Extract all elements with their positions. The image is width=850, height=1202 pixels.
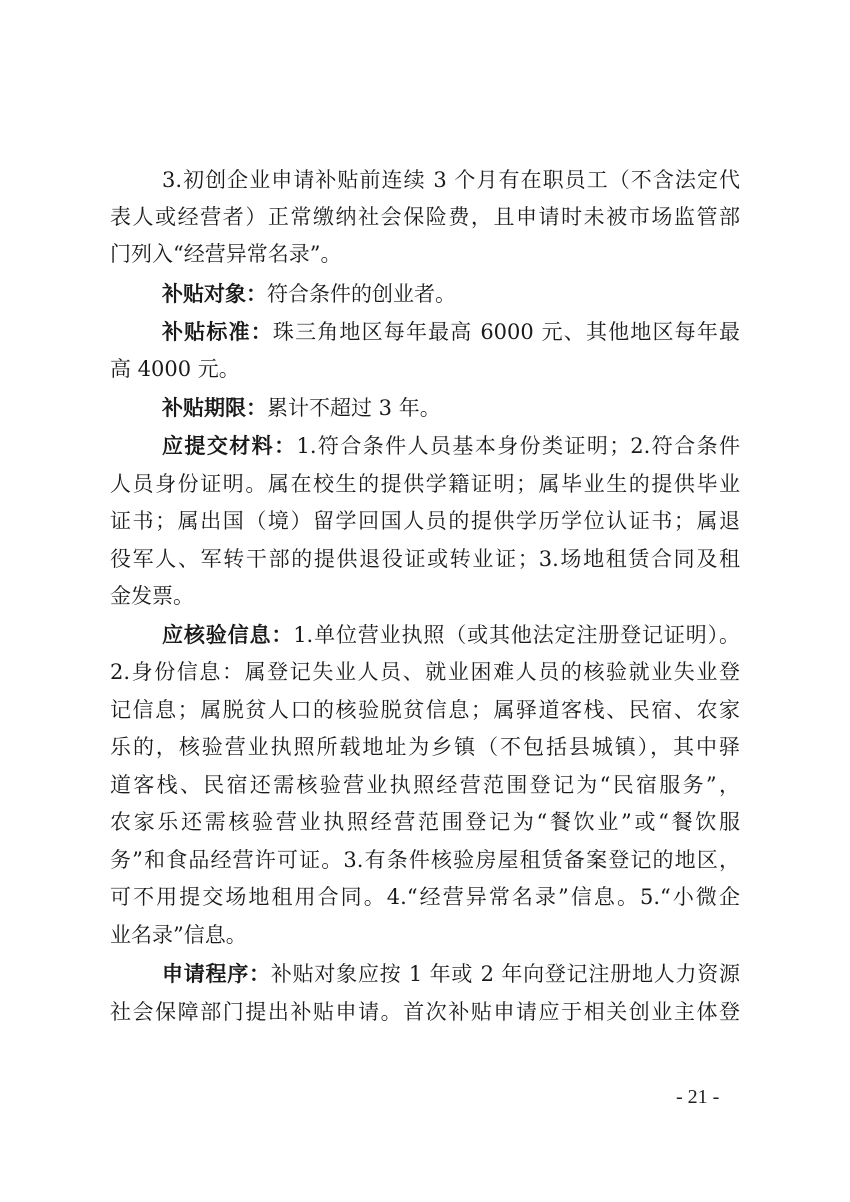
verify-info — [162, 617, 740, 653]
section-label: 补贴期限： — [162, 396, 267, 420]
text-content: 1.单位营业执照（或其他法定注册登记证明）。 — [293, 623, 740, 647]
text-line: 务”和食品经营许可证。3.有条件核验房屋租赁备案登记的地区， — [110, 848, 740, 872]
text-line: 可不用提交场地租用合同。4.“经营异常名录”信息。5.“小微企 — [110, 885, 740, 909]
subsidy-target — [162, 276, 740, 312]
text-line: 人员身份证明。属在校生的提供学籍证明；属毕业生的提供毕业 — [110, 472, 740, 496]
section-label: 应提交材料： — [162, 434, 297, 458]
text-content: 累计不超过 3 年。 — [267, 396, 441, 420]
text-line: 2.身份信息：属登记失业人员、就业困难人员的核验就业失业登 — [110, 660, 740, 684]
text-line: 金发票。 — [110, 584, 194, 608]
section-label: 申请程序： — [162, 962, 271, 986]
text-content: 符合条件的创业者。 — [267, 282, 456, 306]
text-line: 记信息；属脱贫人口的核验脱贫信息；属驿道客栈、民宿、农家 — [110, 698, 740, 722]
text-line: 乐的，核验营业执照所载地址为乡镇（不包括县城镇），其中驿 — [110, 735, 740, 759]
text-line: 高 4000 元。 — [110, 357, 240, 381]
text-line: 道客栈、民宿还需核验营业执照经营范围登记为“民宿服务”， — [110, 773, 740, 797]
text-line: 证书；属出国（境）留学回国人员的提供学历学位认证书；属退 — [110, 509, 740, 533]
section-label: 应核验信息： — [162, 623, 294, 647]
text-content: 补贴对象应按 1 年或 2 年向登记注册地人力资源 — [270, 962, 741, 986]
text-content: 1.符合条件人员基本身份类证明；2.符合条件 — [296, 434, 740, 458]
section-label: 补贴标准： — [162, 320, 273, 344]
text-content: 珠三角地区每年最高 6000 元、其他地区每年最 — [272, 320, 741, 344]
text-line: 3.初创企业申请补贴前连续 3 个月有在职员工（不含法定代 — [162, 168, 740, 192]
application-procedure — [162, 956, 740, 992]
subsidy-standard — [162, 314, 740, 350]
text-line: 社会保障部门提出补贴申请。首次补贴申请应于相关创业主体登 — [110, 1000, 740, 1024]
text-line: 表人或经营者）正常缴纳社会保险费，且申请时未被市场监管部 — [110, 205, 740, 229]
section-label: 补贴对象： — [162, 282, 267, 306]
page-number: - 21 - — [676, 1086, 720, 1108]
subsidy-period — [162, 390, 740, 426]
text-line: 业名录”信息。 — [110, 923, 247, 947]
text-line: 农家乐还需核验营业执照经营范围登记为“餐饮业”或“餐饮服 — [110, 810, 740, 834]
text-line: 役军人、军转干部的提供退役证或转业证；3.场地租赁合同及租 — [110, 547, 740, 571]
required-materials — [162, 428, 740, 464]
text-line: 门列入“经营异常名录”。 — [110, 242, 342, 266]
